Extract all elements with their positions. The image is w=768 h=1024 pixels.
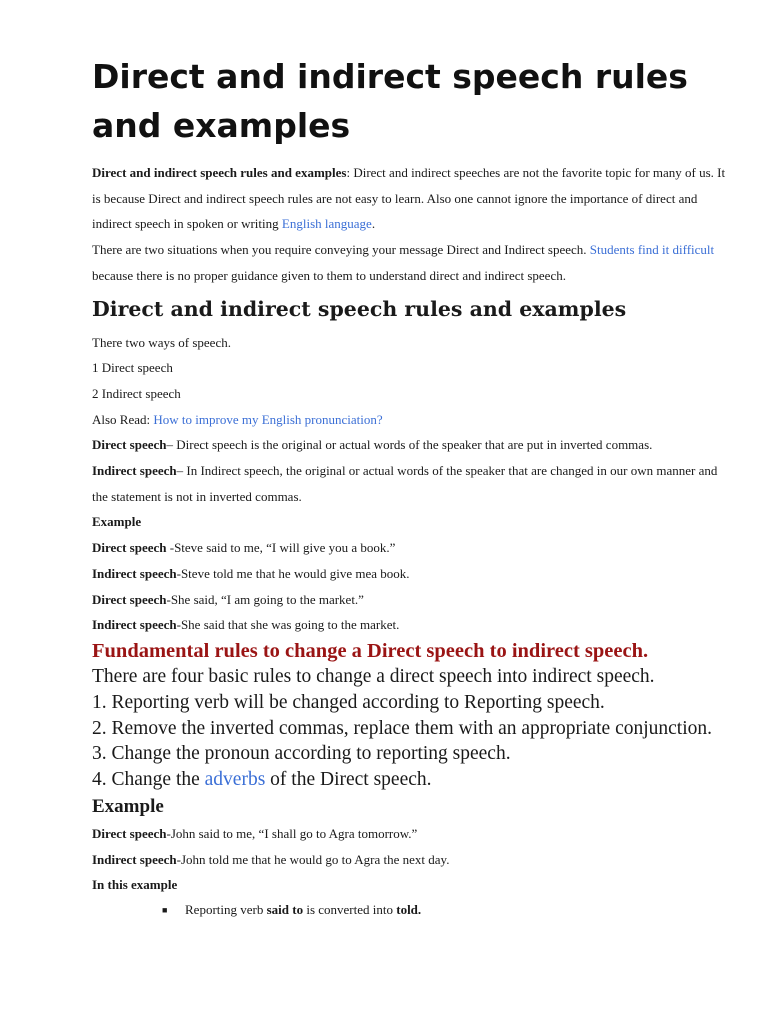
in-this-example-label: In this example (92, 877, 178, 893)
bullet-1-bold-2: told. (396, 902, 422, 918)
example2-1-text: -John said to me, “I shall go to Agra tomorrow.” (166, 825, 418, 841)
intro-section (92, 160, 732, 289)
indirect-speech-item: 2 Indirect speech (92, 385, 181, 401)
bullet-1-mid: is converted into (303, 902, 397, 918)
article-body (92, 52, 732, 922)
also-read-line (92, 407, 732, 433)
explanation-list (92, 898, 732, 922)
in-this-example-line (92, 872, 732, 898)
example2-1-label: Direct speech (92, 825, 167, 841)
direct-speech-text: – Direct speech is the original or actual words of the speaker that are put in inverted commas. (166, 437, 653, 453)
indirect-speech-label: Indirect speech (92, 463, 177, 479)
example2-2-text: -John told me that he would go to Agra the next day. (176, 851, 450, 867)
example-2-text: -Steve told me that he would give mea book. (176, 565, 410, 581)
example-1-label: Direct speech (92, 540, 167, 556)
indirect-speech-text: – In Indirect speech, the original or actual words of the speaker that are changed in our own manner and the statement is not in inverted commas. (92, 463, 718, 504)
bullet-1-pre: Reporting verb (185, 902, 267, 918)
intro-period: . (371, 216, 376, 232)
rule-3: 3. Change the pronoun according to reporting speech. (92, 743, 511, 765)
example-1-text: -Steve said to me, “I will give you a book.” (166, 540, 396, 556)
example-3-text: -She said, “I am going to the market.” (166, 591, 364, 607)
rule-4-post: of the Direct speech. (265, 769, 432, 791)
direct-speech-definition (92, 432, 732, 458)
section-heading-rules: Direct and indirect speech rules and examples (92, 296, 627, 321)
example-line-3 (92, 587, 732, 613)
indirect-speech-definition (92, 458, 732, 509)
rule-2: 2. Remove the inverted commas, replace them with an appropriate conjunction. (92, 717, 713, 739)
intro-text-2: There are two situations when you require conveying your message Direct and Indirect speech. (92, 242, 590, 258)
direct-speech-label: Direct speech (92, 437, 167, 453)
list-item (162, 898, 732, 922)
example-heading: Example (92, 795, 164, 817)
link-improve-pronunciation[interactable]: How to improve my English pronunciation? (153, 411, 383, 427)
example2-line-2 (92, 847, 732, 873)
example2-2-label: Indirect speech (92, 851, 177, 867)
example-2-label: Indirect speech (92, 565, 177, 581)
example-line-1 (92, 535, 732, 561)
example-line-4 (92, 612, 732, 638)
bullet-1-bold-1: said to (266, 902, 304, 918)
link-adverbs[interactable]: adverbs (204, 769, 266, 791)
example-label (92, 509, 732, 535)
intro-text-2-end: because there is no proper guidance given to them to understand direct and indirect speech. (92, 267, 566, 283)
intro-text-1: : Direct and indirect speeches are not the favorite topic for many of us. It is because Direct and indirect speech rules are not easy to learn. Also one cannot ignore the importance of direct and indirect speech in spoken or writing (92, 165, 726, 232)
intro-paragraph-1 (92, 160, 732, 237)
fundamental-rules-heading: Fundamental rules to change a Direct speech to indirect speech. (92, 639, 649, 662)
direct-speech-item: 1 Direct speech (92, 360, 173, 376)
example-4-label: Indirect speech (92, 617, 177, 633)
also-read-label: Also Read: (92, 411, 154, 427)
square-bullet-icon: ■ (162, 905, 168, 916)
intro-bold-lead: Direct and indirect speech rules and examples (92, 165, 347, 180)
example-4-text: -She said that she was going to the market. (176, 617, 400, 633)
rule-4 (92, 767, 732, 793)
page-title: Direct and indirect speech rules and examples (92, 57, 688, 145)
rule-1: 1. Reporting verb will be changed according to Reporting speech. (92, 691, 605, 713)
example-label-text: Example (92, 514, 142, 530)
example-line-2 (92, 561, 732, 587)
intro-paragraph-2 (92, 237, 732, 288)
rule-4-pre: 4. Change the (92, 769, 205, 791)
ways-of-speech-line: There two ways of speech. (92, 334, 231, 350)
link-students-find-it-difficult[interactable]: Students find it difficult (589, 242, 715, 258)
rules-intro: There are four basic rules to change a direct speech into indirect speech. (92, 665, 655, 687)
example2-line-1 (92, 821, 732, 847)
example-3-label: Direct speech (92, 591, 167, 607)
link-english-language[interactable]: English language (281, 216, 372, 232)
